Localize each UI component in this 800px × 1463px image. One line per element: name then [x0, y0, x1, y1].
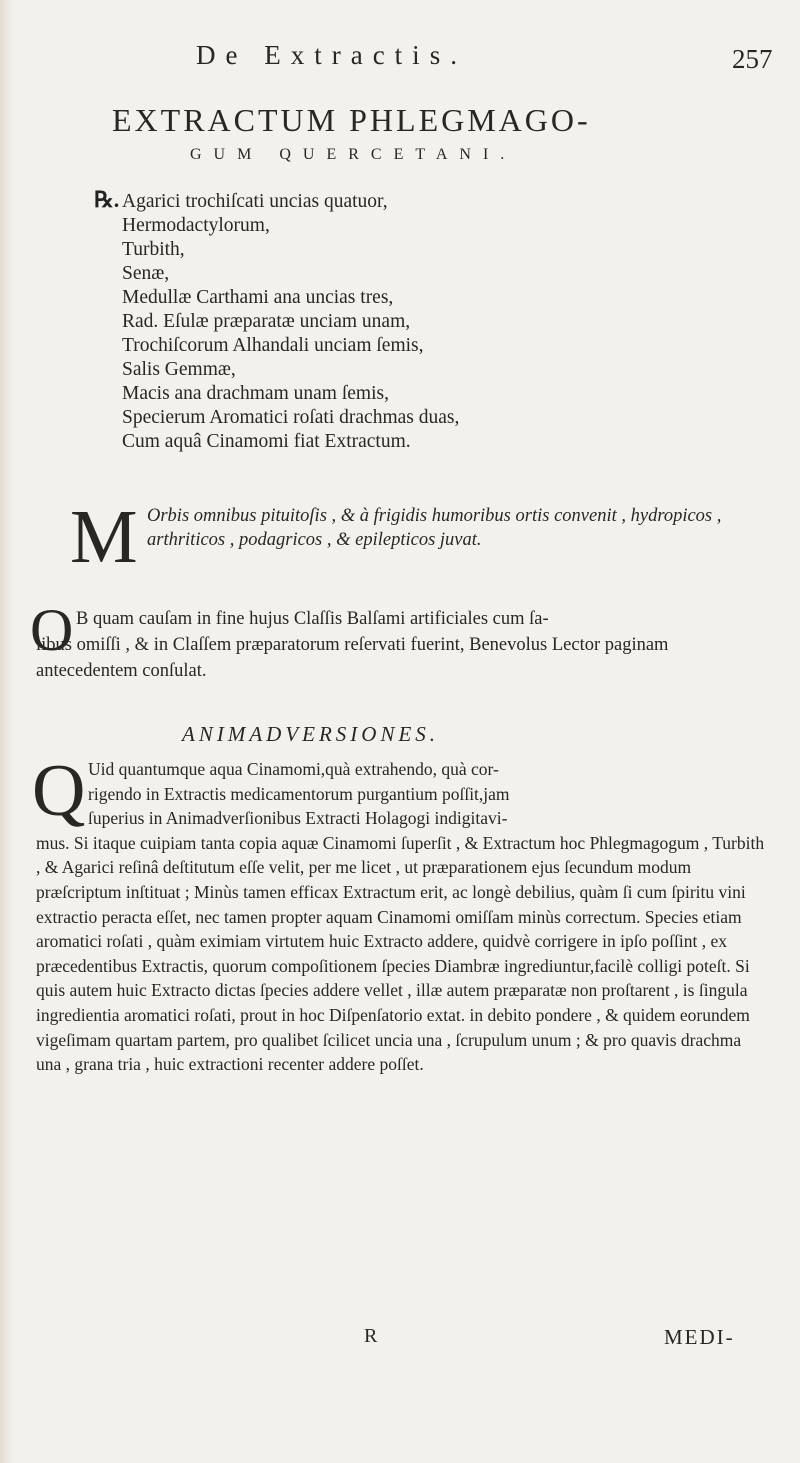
recipe-line: Specierum Aromatici roſati drachmas duas, — [122, 407, 460, 428]
recipe-line: Hermodactylorum, — [122, 215, 270, 236]
note-paragraph — [36, 606, 766, 684]
animadversiones-heading: ANIMADVERSIONES. — [182, 722, 440, 746]
recipe-line: Macis ana drachmam unam ſemis, — [122, 383, 389, 404]
recipe-line: Medullæ Carthami ana uncias tres, — [122, 287, 394, 308]
drop-cap-q: Q — [32, 750, 86, 832]
commentary-line-3: ſuperius in Animadverſionibus Extracti Holagogi indigitavi- — [88, 808, 508, 829]
usage-paragraph: Orbis omnibus pituitoſis , & à frigidis humoribus ortis convenit , hydropicos , arthriticos , podagricos , & epilepticos juvat. — [147, 506, 722, 550]
note-rest: libus omiſſi , & in Claſſem præparatorum reſervati fuerint, Benevolus Lector paginam antecedentem conſulat. — [36, 635, 669, 681]
page-number: 257 — [732, 44, 773, 74]
recipe-line: Trochiſcorum Alhandali unciam ſemis, — [122, 335, 424, 356]
page-gutter-shadow — [0, 0, 14, 1463]
drop-cap-m: M — [70, 495, 138, 579]
section-title: EXTRACTUM PHLEGMAGO- — [112, 102, 591, 138]
commentary-line-1: Uid quantumque aqua Cinamomi,quà extrahendo, quà cor- — [88, 759, 499, 779]
recipe-line: Senæ, — [122, 263, 170, 284]
signature-mark: R — [364, 1325, 378, 1347]
section-subtitle: GUM QUERCETANI. — [190, 146, 517, 163]
recipe-line: Agarici trochiſcati uncias quatuor, — [122, 191, 388, 212]
running-head: De Extractis. — [196, 40, 467, 70]
recipe-symbol: ℞. — [94, 187, 120, 212]
commentary-paragraph — [36, 757, 766, 1077]
drop-cap-o: O — [30, 597, 74, 663]
commentary-rest: mus. Si itaque cuipiam tanta copia aquæ Cinamomi ſuperſit , & Extractum hoc Phlegmagogum , Turbith , & Agarici reſinâ deſtitutum eſſe velit, per me licet , ut præparationem ejus ſecundum modum præſcriptum inſtituat ; Minùs tamen efficax Extractum erit, ac longè debilius, quàm ſi cum ſpiritu vini extractio peracta eſſet, nec tamen propter aquam Cinamomi omiſſam minùs correctum. Species etiam aromatici roſati , quàm eximiam virtutem huic Extracto addere, quidvè corrigere in ipſo poſſint , ex præcedentibus Extractis, quorum compoſitionem ſpecies Diambræ ingrediuntur,facilè colligi poteſt. Si quis autem huic Extracto dictas ſpecies addere vellet , illæ autem præparatæ non proſtarent , is ſingula ingredientia aromatici roſati, prout in hoc Diſpenſatorio extat. in debito pondere , & quidem eorundem vigeſimam quartam partem, pro qualibet ſcilicet uncia una , ſcrupulum unum ; & pro quavis drachma una , grana tria , huic extractioni recenter addere poſſet. — [36, 832, 765, 1075]
recipe-line: Rad. Eſulæ præparatæ unciam unam, — [122, 311, 411, 332]
recipe-line: Salis Gemmæ, — [122, 359, 236, 380]
recipe-ingredient-list — [122, 190, 742, 454]
recipe-line: Cum aquâ Cinamomi fiat Extractum. — [122, 431, 411, 452]
catchword: MEDI- — [664, 1325, 735, 1349]
note-first-line: B quam cauſam in fine hujus Claſſis Balſami artificiales cum ſa- — [76, 609, 549, 629]
commentary-line-2: rigendo in Extractis medicamentorum purgantium poſſit,jam — [88, 783, 510, 804]
recipe-line: Turbith, — [122, 239, 185, 260]
